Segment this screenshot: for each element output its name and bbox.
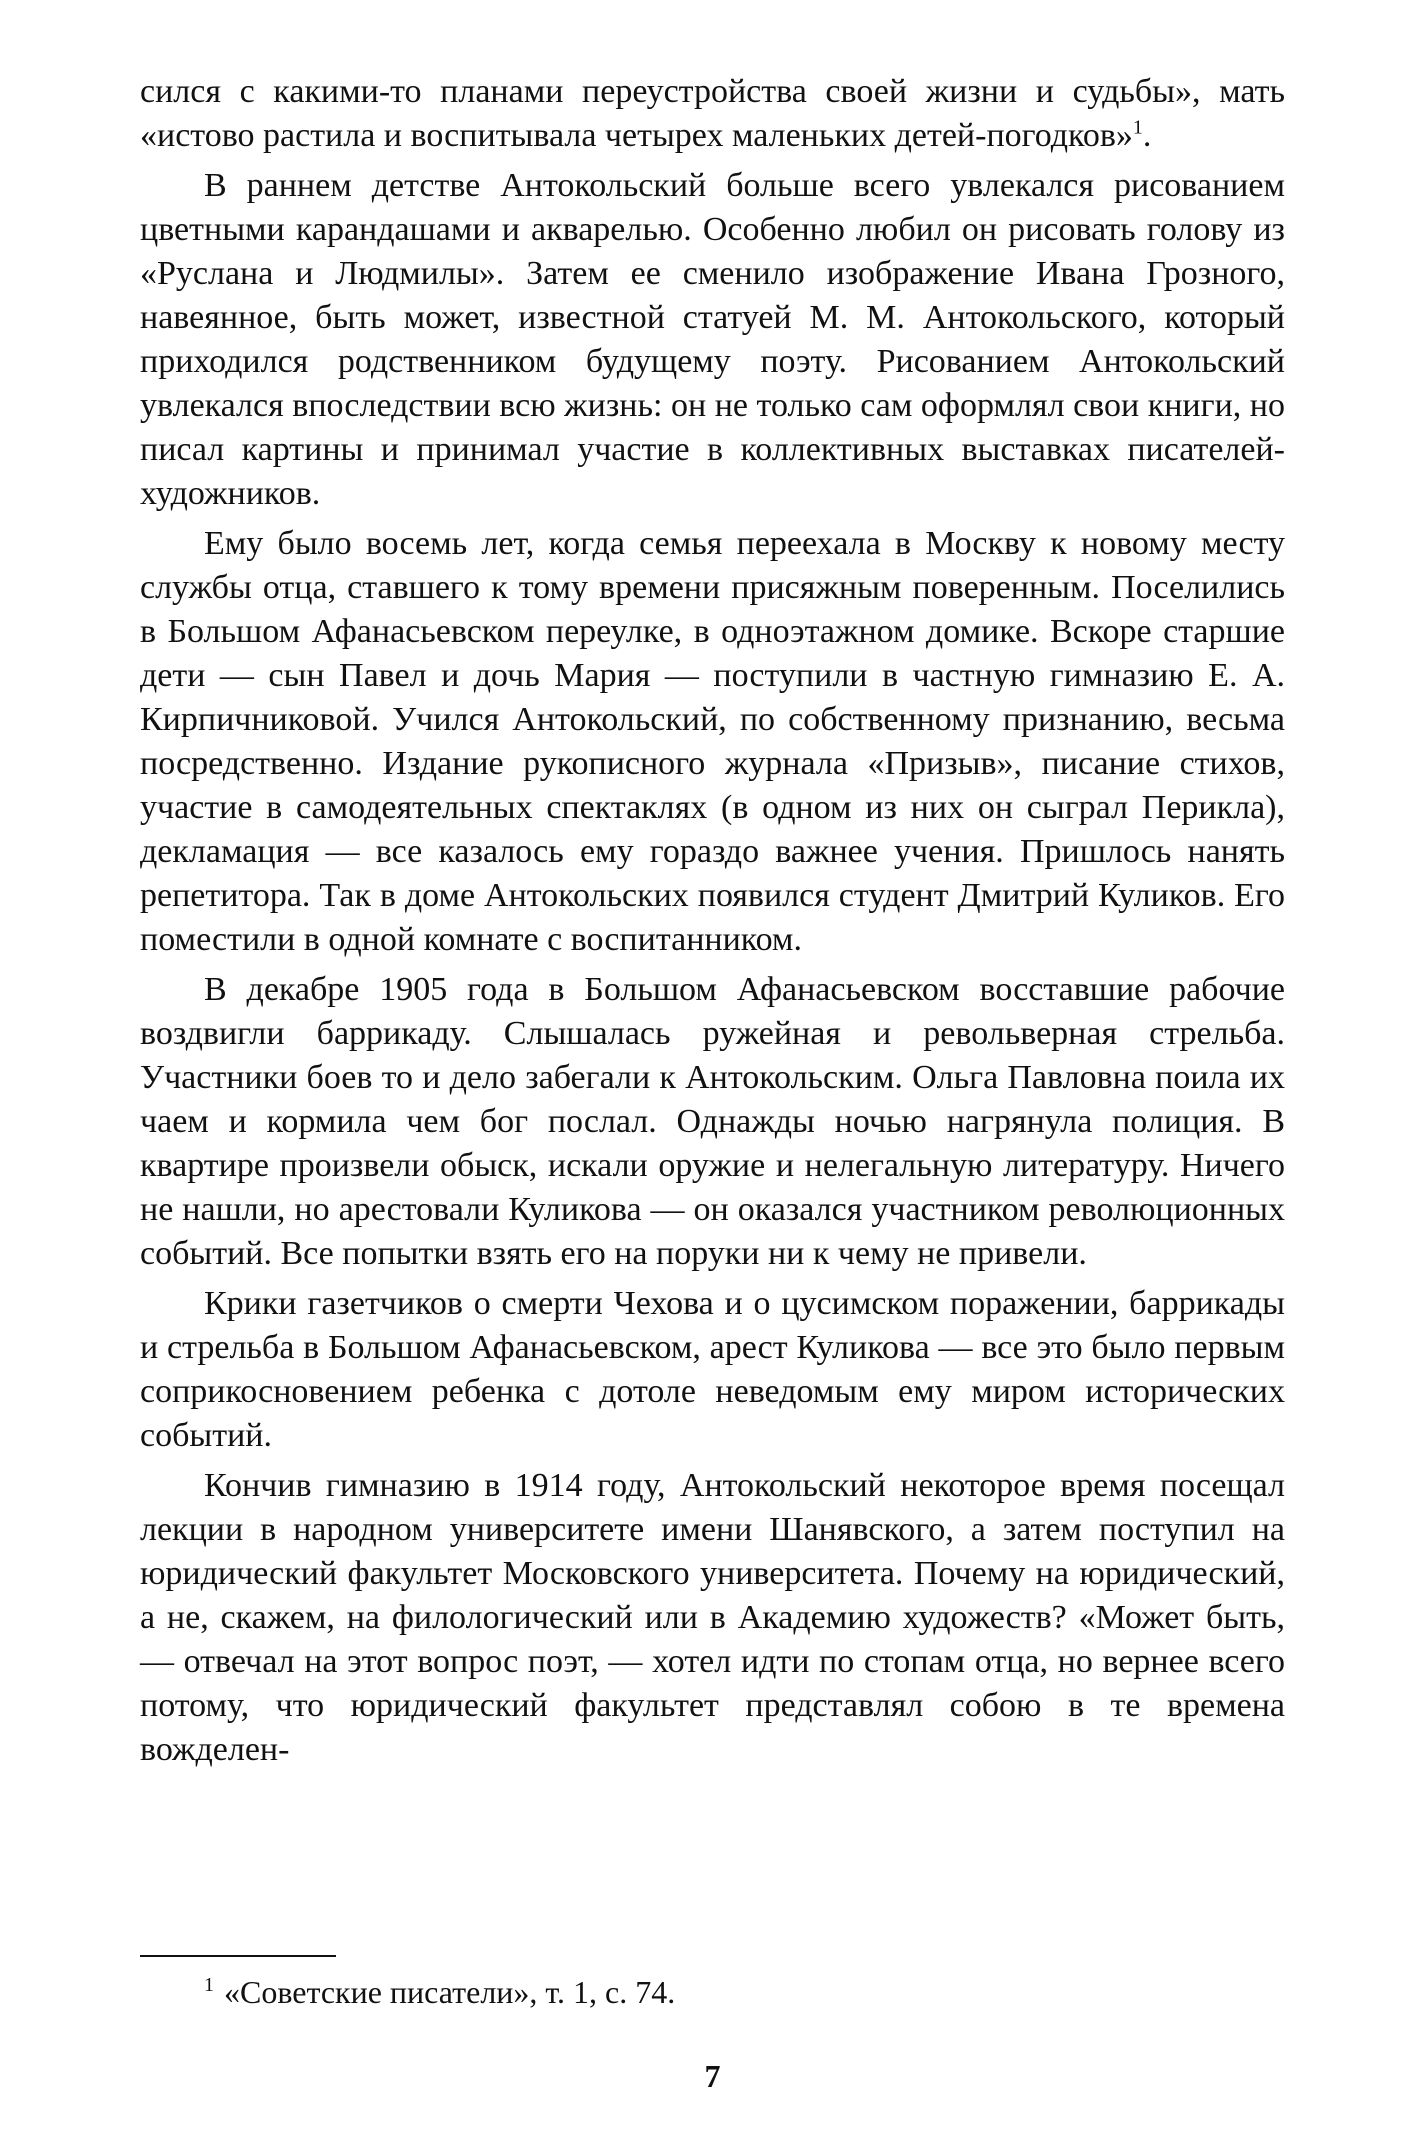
paragraph-1-text: сился с какими-то планами переустройства своей жизни и судьбы», мать «истово растила и воспитывала четырех маленьких детей-погодков» [140,73,1285,154]
paragraph-5: Крики газетчиков о смерти Чехова и о цусимском поражении, баррикады и стрельба в Большом Афанасьевском, арест Куликова — все это было первым соприкосновением ребенка с дотоле неведомым ему миром исторических событий. [140,1285,1285,1454]
paragraph-2: В раннем детстве Антокольский больше всего увлекался рисованием цветными карандашами и акварелью. Особенно любил он рисовать голову из «Руслана и Людмилы». Затем ее сменило изображение Ивана Грозного, навеянное, быть может, известной статуей М. М. Антокольского, который приходился родственником будущему поэту. Рисованием Антокольский увлекался впоследствии всю жизнь: он не только сам оформлял свои книги, но писал картины и принимал участие в коллективных выставках писателей-художников. [140,167,1285,512]
paragraph-1 [140,70,1285,158]
footnote-text: «Советские писатели», т. 1, с. 74. [224,1974,676,2010]
paragraph-4: В декабре 1905 года в Большом Афанасьевском восставшие рабочие воздвигли баррикаду. Слышалась ружейная и револьверная стрельба. Участники боев то и дело забегали к Антокольским. Ольга Павловна поила их чаем и кормила чем бог послал. Однажды ночью нагрянула полиция. В квартире произвели обыск, искали оружие и нелегальную литературу. Ничего не нашли, но арестовали Куликова — он оказался участником революционных событий. Все попытки взять его на поруки ни к чему не привели. [140,971,1285,1272]
paragraph-3: Ему было восемь лет, когда семья переехала в Москву к новому месту службы отца, ставшего к тому времени присяжным поверенным. Поселились в Большом Афанасьевском переулке, в одноэтажном домике. Вскоре старшие дети — сын Павел и дочь Мария — поступили в частную гимназию Е. А. Кирпичниковой. Учился Антокольский, по собственному признанию, весьма посредственно. Издание рукописного журнала «Призыв», писание стихов, участие в самодеятельных спектаклях (в одном из них он сыграл Перикла), декламация — все казалось ему гораздо важнее учения. Пришлось нанять репетитора. Так в доме Антокольских появился студент Дмитрий Куликов. Его поместили в одной комнате с воспитанником. [140,525,1285,958]
footnote-divider [140,1955,336,1957]
body-text [140,70,1285,1772]
footnote-reference: 1 [1132,116,1143,139]
page-number: 7 [704,2058,721,2094]
paragraph-6: Кончив гимназию в 1914 году, Антокольский некоторое время посещал лекции в народном университете имени Шанявского, а затем поступил на юридический факультет Московского университета. Почему на юридический, а не, скажем, на филологический или в Академию художеств? «Может быть, — отвечал на этот вопрос поэт, — хотел идти по стопам отца, но вернее всего потому, что юридический факультет представлял собою в те времена вожделен- [140,1467,1285,1768]
footnote [204,1972,1284,2012]
footnote-mark: 1 [204,1974,214,1997]
paragraph-1-tail: . [1142,117,1152,154]
